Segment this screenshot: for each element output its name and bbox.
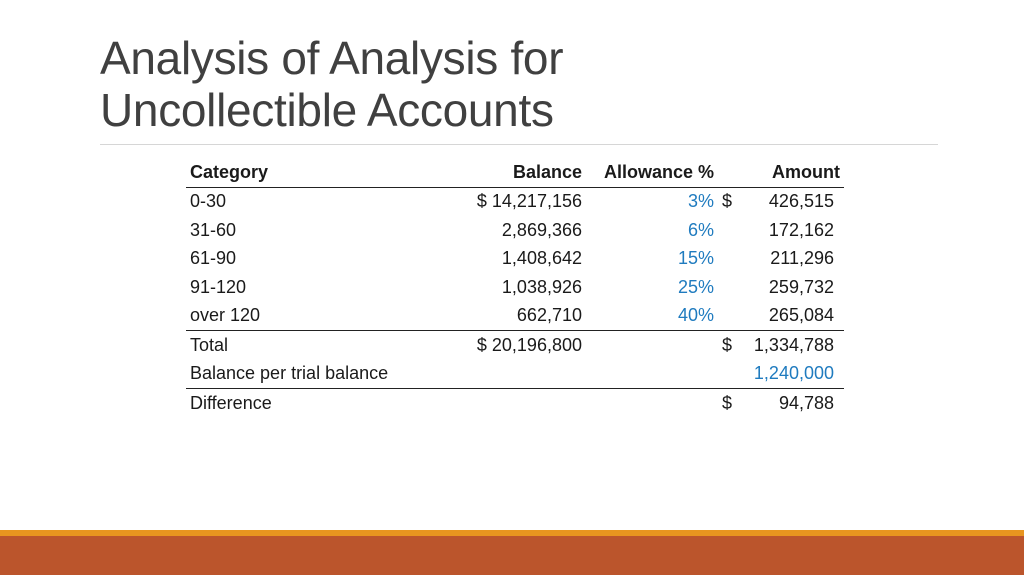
slide-title-line-1: Analysis of Analysis for xyxy=(100,32,564,84)
row-currency: $ xyxy=(722,191,733,212)
trial-balance-empty-balance xyxy=(454,360,586,389)
table-row xyxy=(186,187,844,216)
row-category: 61-90 xyxy=(190,248,237,269)
difference-currency: $ xyxy=(722,392,733,413)
trial-balance-row xyxy=(186,360,844,389)
row-amount: 265,084 xyxy=(742,302,844,331)
row-allowance-percent: 25% xyxy=(677,276,714,297)
row-amount: 172,162 xyxy=(768,219,834,240)
table-row xyxy=(186,302,844,331)
row-category: 0-30 xyxy=(190,191,227,212)
row-allowance-percent: 15% xyxy=(677,248,714,269)
row-category: over 120 xyxy=(186,302,454,331)
row-balance: 2,869,366 xyxy=(501,219,582,240)
row-currency xyxy=(718,245,742,274)
row-balance: 1,408,642 xyxy=(501,248,582,269)
row-category: 91-120 xyxy=(190,276,247,297)
row-balance: 1,038,926 xyxy=(501,276,582,297)
slide-title xyxy=(100,32,900,136)
total-amount: 1,334,788 xyxy=(753,334,834,355)
total-currency: $ xyxy=(722,334,733,355)
table-row xyxy=(186,273,844,302)
row-currency xyxy=(718,273,742,302)
trial-balance-amount: 1,240,000 xyxy=(742,360,844,389)
difference-amount: 94,788 xyxy=(778,392,834,413)
aging-allowance-table xyxy=(186,158,844,418)
trial-balance-empty-currency xyxy=(718,360,742,389)
row-amount: 426,515 xyxy=(768,191,834,212)
difference-label: Difference xyxy=(190,392,272,413)
row-allowance-percent: 6% xyxy=(687,219,714,240)
row-balance: $ 14,217,156 xyxy=(476,191,582,212)
title-divider xyxy=(100,144,938,145)
header-category: Category xyxy=(186,158,454,187)
header-balance: Balance xyxy=(454,158,586,187)
table-header-row xyxy=(186,158,844,187)
row-amount: 259,732 xyxy=(768,276,834,297)
header-allowance-percent: Allowance % xyxy=(586,158,718,187)
row-balance: 662,710 xyxy=(454,302,586,331)
total-balance: $ 20,196,800 xyxy=(476,334,582,355)
header-amount: Amount xyxy=(742,158,844,187)
total-allowance-empty xyxy=(586,331,718,360)
row-allowance-percent: 40% xyxy=(586,302,718,331)
difference-empty-balance xyxy=(454,389,586,418)
footer-band xyxy=(0,536,1024,575)
total-row xyxy=(186,331,844,360)
table-row xyxy=(186,245,844,274)
slide-title-line-2: Uncollectible Accounts xyxy=(100,84,554,136)
table-row xyxy=(186,216,844,245)
row-currency xyxy=(718,302,742,331)
header-currency-spacer xyxy=(718,158,742,187)
row-allowance-percent: 3% xyxy=(687,191,714,212)
row-category: 31-60 xyxy=(190,219,237,240)
difference-empty-allowance xyxy=(586,389,718,418)
trial-balance-label: Balance per trial balance xyxy=(186,360,454,389)
trial-balance-empty-allowance xyxy=(586,360,718,389)
total-label: Total xyxy=(190,334,229,355)
row-amount: 211,296 xyxy=(770,248,834,269)
row-currency xyxy=(718,216,742,245)
difference-row xyxy=(186,389,844,418)
